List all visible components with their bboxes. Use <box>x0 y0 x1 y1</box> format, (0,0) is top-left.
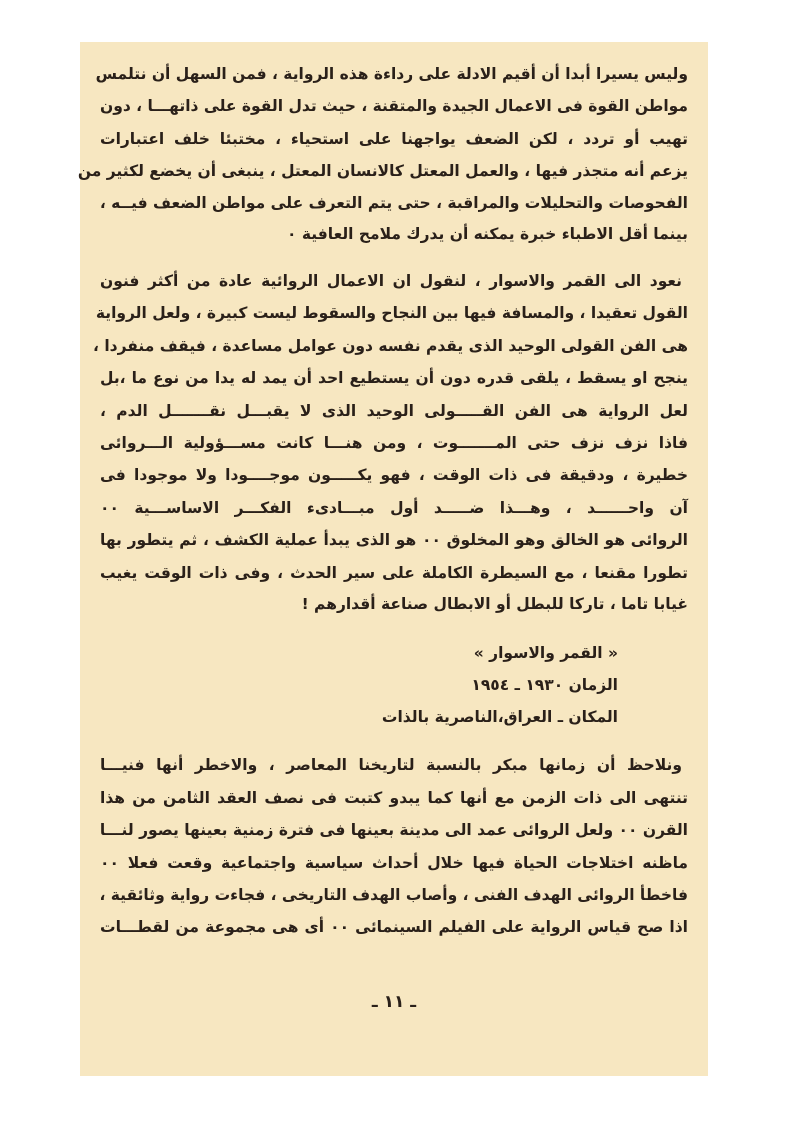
page-number: ـ ١١ ـ <box>371 992 417 1012</box>
page-text <box>77 42 708 1076</box>
p3-line-5: فاخطأ الروائى الهدف الفنى ، وأصاب الهدف التاريخى ، فجاءت رواية وثائقية ، <box>99 886 688 904</box>
p1-line-2: مواطن القوة فى الاعمال الجيدة والمتقنة ، حيث تدل القوة على ذاتهـــا ، دون <box>99 97 688 115</box>
p2-line-3: هى الفن القولى الوحيد الذى يقدم نفسه دون عوامل مساعدة ، فيقف منفردا ، <box>93 337 688 355</box>
p2-line-8: آن واحــــــد ، وهـــذا ضـــــد أول مبـــادىء الفكـــر الاساســـية ٠٠ <box>100 499 688 517</box>
p1-line-3: تهيب أو تردد ، لكن الضعف يواجهنا على استحياء ، مختبئا خلف اعتبارات <box>100 130 688 148</box>
p1-line-1: وليس يسيرا أبدا أن أقيم الادلة على رداءة هذه الرواية ، فمن السهل أن نتلمس <box>95 65 688 83</box>
p3-line-6: اذا صح قياس الرواية على الفيلم السينمائى ٠٠ أى هى مجموعة من لقطـــات <box>100 918 688 936</box>
p2-line-4: ينجح او يسقط ، يلقى قدره دون أن يستطيع احد أن يمد له يدا من نوع ما ،بل <box>100 369 688 387</box>
p2-line-9: الروائى هو الخالق وهو المخلوق ٠٠ هو الذى يبدأ عملية الكشف ، ثم يتطور بها <box>100 531 688 549</box>
p2-line-5: لعل الرواية هى الفن القـــــولى الوحيد الذى لا يقبـــل نقـــــــل الدم ، <box>100 402 688 420</box>
p2-line-1: نعود الى القمر والاسوار ، لنقول ان الاعمال الروائية عادة من أكثر فنون <box>100 272 682 290</box>
p2-line-7: خطيرة ، ودقيقة فى ذات الوقت ، فهو يكـــــون موجــــودا ولا موجودا فى <box>100 466 688 484</box>
page-sheet <box>77 42 708 1076</box>
p1-line-4: يزعم أنه متجذر فيها ، والعمل المعتل كالانسان المعتل ، ينبغى أن يخضع لكثير من <box>77 162 688 180</box>
p1-line-5: الفحوصات والتحليلات والمراقبة ، حتى يتم التعرف على مواطن الضعف فيــه ، <box>99 194 688 212</box>
p2-line-11: غيابا تاما ، تاركا للبطل أو الابطال صناعة أقدارهم ! <box>301 595 688 613</box>
p2-line-10: تطورا مقنعا ، مع السيطرة الكاملة على سير الحدث ، وفى ذات الوقت يغيب <box>100 564 688 582</box>
novel-time: الزمان ١٩٣٠ ـ ١٩٥٤ <box>471 676 618 694</box>
novel-title: « القمر والاسوار » <box>473 644 618 662</box>
novel-place: المكان ـ العراق،الناصرية بالذات <box>381 708 618 726</box>
p3-line-4: ماظنه اختلاجات الحياة فيها خلال أحداث سياسية واجتماعية وقعت فعلا ٠٠ <box>100 854 688 872</box>
p3-line-3: القرن ٠٠ ولعل الروائى عمد الى مدينة بعينها فى فترة زمنية بعينها يصور لنـــا <box>99 821 688 839</box>
p2-line-2: القول تعقيدا ، والمسافة فيها بين النجاح والسقوط ليست كبيرة ، ولعل الرواية <box>95 304 688 322</box>
p3-line-1: ونلاحظ أن زمانها مبكر بالنسبة لتاريخنا المعاصر ، والاخطر أنها فنيـــا <box>100 756 682 774</box>
p3-line-2: تنتهى الى ذات الزمن مع أنها كما يبدو كتبت فى نصف العقد الثامن من هذا <box>100 789 688 807</box>
p2-line-6: فاذا نزف نزف حتى المـــــــوت ، ومن هنـــا كانت مســـؤولية الـــروائى <box>100 434 688 452</box>
p1-line-6: بينما أقل الاطباء خبرة يمكنه أن يدرك ملامح العافية ٠ <box>287 225 688 243</box>
